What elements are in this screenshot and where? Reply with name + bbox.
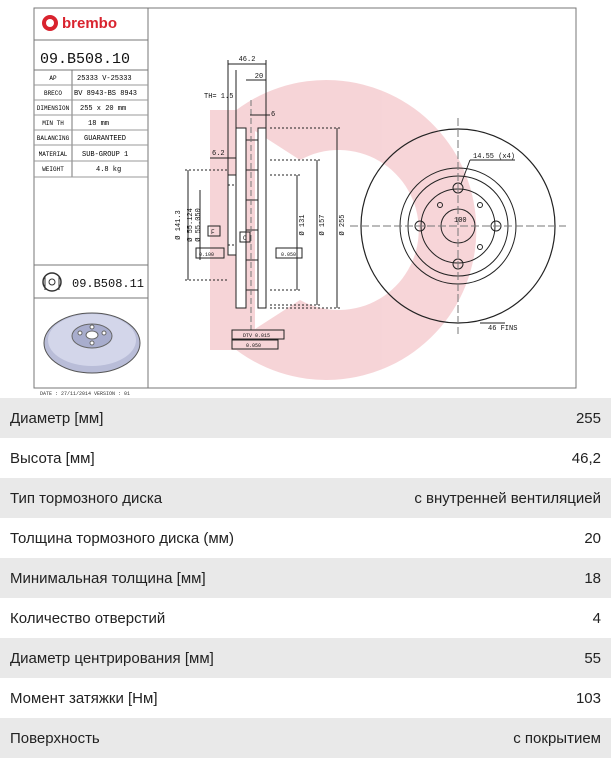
dim-dia-131: Ø 131	[299, 214, 307, 236]
dim-dia-157: Ø 157	[319, 214, 327, 236]
dim-thickness: 20	[254, 73, 264, 81]
svg-text:MIN TH: MIN TH	[42, 120, 64, 127]
spec-value: 55	[584, 649, 601, 667]
spec-row-holes	[0, 598, 611, 638]
dim-dia-55050: Ø 55.050	[195, 208, 203, 242]
dim-pcd: 100	[454, 217, 467, 225]
spec-label: Диаметр центрирования [мм]	[10, 649, 214, 667]
svg-text:SUB-GROUP 1: SUB-GROUP 1	[82, 151, 129, 159]
spec-row-min-thickness	[0, 558, 611, 598]
svg-text:WEIGHT: WEIGHT	[42, 166, 64, 173]
dim-dia-55124: Ø 55.124	[187, 208, 195, 242]
spec-value: 255	[575, 409, 601, 427]
tol-dtv: DTV 0.015	[243, 333, 271, 339]
spec-row-thickness	[0, 518, 611, 558]
spec-row-centering	[0, 638, 611, 678]
datum-c: C	[243, 235, 247, 242]
dim-dia-1413: Ø 141.3	[175, 210, 183, 240]
tol-runout: 0.050	[246, 343, 262, 349]
footer-date: DATE : 27/11/2014 VERSION : 01	[40, 391, 131, 397]
tol-flat-050: 0.050	[281, 252, 297, 258]
spec-value: 18	[584, 569, 601, 587]
spec-row-surface	[0, 718, 611, 758]
svg-text:BALANCING: BALANCING	[36, 135, 70, 142]
spec-value: 20	[584, 529, 601, 547]
svg-text:BV 8943-BS 8943: BV 8943-BS 8943	[74, 90, 138, 98]
dim-62: 6.2	[212, 150, 225, 158]
part-number: 09.B508.10	[40, 51, 131, 68]
spec-value: 4	[592, 609, 601, 627]
spec-row-torque	[0, 678, 611, 718]
svg-text:MATERIAL: MATERIAL	[38, 151, 68, 158]
spec-row-diameter	[0, 398, 611, 438]
spec-value: с внутренней вентиляцией	[414, 489, 601, 507]
spec-label: Диаметр [мм]	[10, 409, 104, 427]
spec-label: Тип тормозного диска	[10, 489, 163, 507]
dim-height: 46.2	[238, 56, 256, 64]
disc-photo	[44, 313, 140, 373]
svg-text:4.8 kg: 4.8 kg	[96, 166, 122, 174]
alt-part-number: 09.B508.11	[72, 277, 145, 291]
brembo-logo	[42, 15, 117, 32]
tol-flat-100: 0.100	[199, 252, 215, 258]
spec-label: Момент затяжки [Нм]	[10, 689, 158, 707]
spec-label: Поверхность	[10, 729, 100, 747]
svg-text:25333 V-25333: 25333 V-25333	[77, 75, 132, 83]
svg-text:18 mm: 18 mm	[88, 120, 110, 128]
spec-row-height	[0, 438, 611, 478]
spec-label: Толщина тормозного диска (мм)	[10, 529, 234, 547]
dim-th: TH= 1.5	[204, 93, 234, 101]
svg-text:BRECO: BRECO	[43, 90, 63, 97]
dim-6: 6	[271, 111, 276, 119]
spec-row-disc-type	[0, 478, 611, 518]
spec-label: Минимальная толщина [мм]	[10, 569, 206, 587]
spec-value: 103	[575, 689, 601, 707]
spec-label: Высота [мм]	[10, 449, 95, 467]
svg-text:255 x 20 mm: 255 x 20 mm	[80, 105, 127, 113]
svg-text:AP: AP	[49, 75, 57, 82]
dim-dia-255: Ø 255	[339, 214, 347, 236]
brand-name: brembo	[62, 15, 118, 32]
svg-text:DIMENSION: DIMENSION	[36, 105, 70, 112]
svg-text:GUARANTEED: GUARANTEED	[84, 135, 127, 143]
dim-holes: 14.55 (x4)	[473, 153, 516, 161]
datum-f: F	[211, 229, 215, 236]
spec-value: 46,2	[571, 449, 601, 467]
spec-label: Количество отверстий	[10, 609, 166, 627]
spec-table	[0, 398, 611, 758]
dim-fins: 46 FINS	[488, 325, 518, 333]
spec-value: с покрытием	[513, 729, 601, 747]
